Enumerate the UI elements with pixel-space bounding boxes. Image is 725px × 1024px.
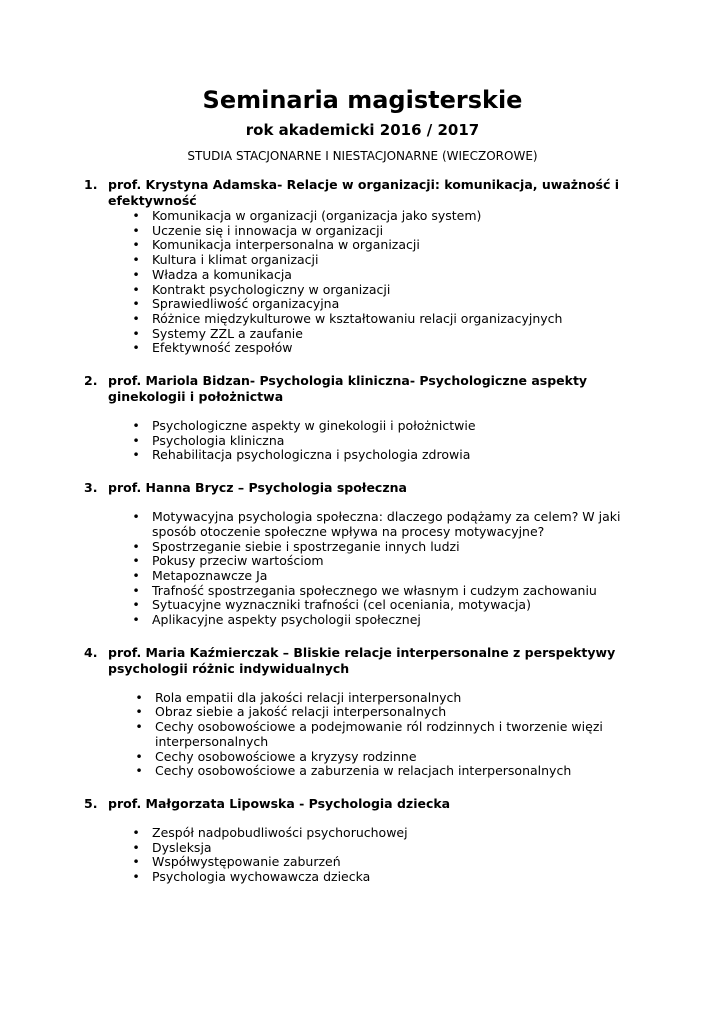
seminar-number: 3. (84, 480, 98, 496)
topic-text: Współwystępowanie zaburzeń (152, 854, 341, 870)
list-item (130, 510, 644, 539)
bullet-icon: • (132, 266, 140, 282)
list-item (130, 268, 644, 283)
list-item (130, 434, 644, 449)
topic-text: Pokusy przeciw wartościom (152, 553, 324, 569)
bullet-icon: • (132, 509, 140, 525)
seminar-title: prof. Małgorzata Lipowska - Psychologia dziecka (108, 795, 451, 811)
topic-text: Motywacyjna psychologia społeczna: dlaczego podążamy za celem? W jaki sposób otoczenie społeczne wpływa na procesy motywacyjne? (152, 509, 621, 539)
list-item (130, 224, 644, 239)
seminar-heading (84, 177, 644, 209)
topic-text: Dysleksja (152, 839, 212, 855)
seminar-heading (84, 796, 644, 812)
seminar-title: prof. Mariola Bidzan- Psychologia kliniczna- Psychologiczne aspekty ginekologii i położnictwa (108, 373, 588, 405)
topic-text: Spostrzeganie siebie i spostrzeganie innych ludzi (152, 538, 460, 554)
bullet-icon: • (135, 763, 143, 779)
bullet-icon: • (132, 839, 140, 855)
topic-text: Psychologia wychowawcza dziecka (152, 869, 371, 885)
topic-text: Sytuacyjne wyznaczniki trafności (cel oceniania, motywacja) (152, 597, 531, 613)
topic-text: Kontrakt psychologiczny w organizacji (152, 281, 391, 297)
list-item (130, 826, 644, 841)
list-item (130, 419, 644, 434)
bullet-icon: • (132, 208, 140, 223)
topic-text: Cechy osobowościowe a kryzysy rodzinne (155, 748, 417, 764)
topic-text: Zespół nadpobudliwości psychoruchowej (152, 824, 408, 840)
topic-text: Aplikacyjne aspekty psychologii społecznej (152, 612, 421, 628)
topic-list (84, 826, 644, 885)
list-item (133, 720, 644, 749)
topic-text: Psychologia kliniczna (152, 432, 285, 448)
bullet-icon: • (135, 719, 143, 735)
topic-text: Rola empatii dla jakości relacji interpersonalnych (155, 689, 462, 705)
list-item (130, 841, 644, 856)
bullet-icon: • (132, 252, 140, 268)
topic-text: Uczenie się i innowacja w organizacji (152, 222, 384, 238)
bullet-icon: • (132, 612, 140, 628)
bullet-icon: • (135, 748, 143, 764)
seminar-title: prof. Maria Kaźmierczak – Bliskie relacje interpersonalne z perspektywy psychologii różnic indywidualnych (108, 644, 616, 676)
list-item (130, 297, 644, 312)
seminar-number: 1. (84, 177, 98, 192)
bullet-icon: • (132, 418, 140, 434)
bullet-icon: • (132, 597, 140, 613)
list-item (130, 554, 644, 569)
list-item (130, 312, 644, 327)
list-item (130, 238, 644, 253)
bullet-icon: • (132, 296, 140, 312)
bullet-icon: • (132, 553, 140, 569)
page-title: Seminaria magisterskie (202, 86, 523, 114)
seminar-number: 4. (84, 644, 98, 660)
topic-text: Efektywność zespołów (152, 340, 293, 356)
list-item (130, 855, 644, 870)
bullet-icon: • (132, 447, 140, 463)
seminar-list (84, 177, 644, 902)
seminar-section (84, 480, 644, 628)
list-item (130, 341, 644, 356)
list-item (130, 598, 644, 613)
seminar-title: prof. Hanna Brycz – Psychologia społeczna (108, 480, 407, 496)
topic-text: Systemy ZZL a zaufanie (152, 325, 303, 341)
seminar-heading (84, 645, 644, 677)
seminar-section (84, 373, 644, 463)
list-item (130, 448, 644, 463)
list-item (133, 764, 644, 779)
bullet-icon: • (132, 869, 140, 885)
seminar-number: 5. (84, 795, 98, 811)
list-item (130, 584, 644, 599)
list-item (130, 870, 644, 885)
study-mode-line: STUDIA STACJONARNE I NIESTACJONARNE (WIECZOROWE) (187, 149, 538, 163)
bullet-icon: • (132, 222, 140, 238)
list-item (130, 613, 644, 628)
topic-text: Cechy osobowościowe a podejmowanie ról rodzinnych i tworzenie więzi interpersonalnych (155, 719, 603, 749)
seminar-section (84, 645, 644, 779)
bullet-icon: • (132, 310, 140, 326)
list-item (130, 283, 644, 298)
topic-text: Trafność spostrzegania społecznego we własnym i cudzym zachowaniu (152, 582, 597, 598)
bullet-icon: • (132, 432, 140, 448)
topic-text: Rehabilitacja psychologiczna i psychologia zdrowia (152, 447, 471, 463)
list-item (133, 705, 644, 720)
topic-text: Metapoznawcze Ja (152, 567, 268, 583)
seminar-heading (84, 373, 644, 405)
topic-list (84, 510, 644, 628)
topic-list (84, 691, 644, 779)
seminar-section (84, 177, 644, 356)
bullet-icon: • (135, 689, 143, 705)
seminar-number: 2. (84, 373, 98, 389)
seminar-title: prof. Krystyna Adamska- Relacje w organizacji: komunikacja, uważność i efektywność (108, 177, 619, 208)
bullet-icon: • (132, 340, 140, 356)
bullet-icon: • (132, 281, 140, 297)
topic-text: Komunikacja interpersonalna w organizacji (152, 237, 420, 253)
topic-text: Kultura i klimat organizacji (152, 252, 319, 268)
topic-text: Obraz siebie a jakość relacji interpersonalnych (155, 704, 447, 720)
list-item (130, 327, 644, 342)
bullet-icon: • (132, 854, 140, 870)
list-item (130, 569, 644, 584)
list-item (130, 540, 644, 555)
list-item (130, 253, 644, 268)
bullet-icon: • (132, 237, 140, 253)
topic-text: Cechy osobowościowe a zaburzenia w relacjach interpersonalnych (155, 763, 572, 779)
topic-text: Władza a komunikacja (152, 266, 292, 282)
bullet-icon: • (135, 704, 143, 720)
list-item (133, 750, 644, 765)
list-item (130, 209, 644, 224)
topic-list (84, 419, 644, 463)
bullet-icon: • (132, 538, 140, 554)
bullet-icon: • (132, 567, 140, 583)
academic-year-subtitle: rok akademicki 2016 / 2017 (245, 121, 480, 139)
bullet-icon: • (132, 582, 140, 598)
bullet-icon: • (132, 824, 140, 840)
topic-list (84, 209, 644, 356)
bullet-icon: • (132, 325, 140, 341)
topic-text: Komunikacja w organizacji (organizacja jako system) (152, 208, 482, 223)
seminar-section (84, 796, 644, 885)
topic-text: Różnice międzykulturowe w kształtowaniu relacji organizacyjnych (152, 310, 563, 326)
list-item (133, 691, 644, 706)
seminar-heading (84, 480, 644, 496)
topic-text: Psychologiczne aspekty w ginekologii i położnictwie (152, 418, 476, 434)
topic-text: Sprawiedliwość organizacyjna (152, 296, 340, 312)
